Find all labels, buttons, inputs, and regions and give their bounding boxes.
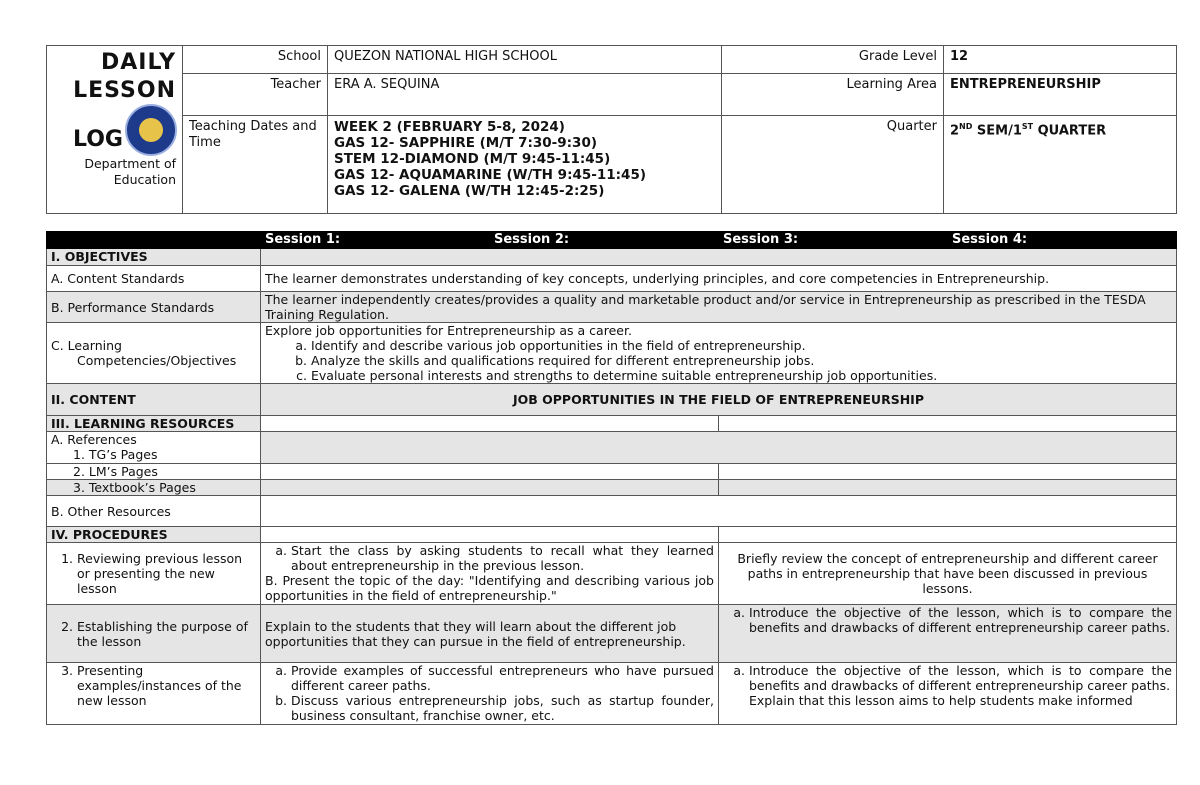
content-row [47, 384, 1177, 416]
dates-label: Teaching Dates and Time [183, 116, 328, 214]
procedure-2-list-a [723, 605, 1172, 635]
deped-seal-icon [125, 104, 177, 156]
procedure-3-list-b [723, 663, 1172, 693]
references-value [261, 432, 1177, 464]
procedure-1-left [261, 543, 719, 605]
procedure-1-list-a [265, 543, 714, 573]
grade-value: 12 [944, 46, 1177, 74]
procedure-2-label [47, 605, 261, 663]
procedure-row-2 [47, 605, 1177, 663]
performance-standards-value: The learner independently creates/provides a quality and marketable product and/or service in Entrepreneurship as prescribed in the TESDA Training Regulation. [261, 292, 1177, 323]
lesson-table [46, 231, 1177, 725]
school-value: QUEZON NATIONAL HIGH SCHOOL [328, 46, 722, 74]
procedure-1-b: B. Present the topic of the day: "Identifying and describing various job opportunities in the field of entrepreneurship." [265, 573, 714, 603]
session-2-label: Session 2: [490, 232, 719, 249]
content-value: JOB OPPORTUNITIES IN THE FIELD OF ENTREPRENEURSHIP [261, 384, 1177, 416]
quarter-part: 2 [950, 123, 960, 139]
quarter-sup: ST [1021, 122, 1034, 131]
teacher-value: ERA A. SEQUINA [328, 74, 722, 116]
list-item: b. Discuss various entrepreneurship jobs, such as startup founder, business consultant, franchise owner, etc. [291, 693, 714, 723]
resources-cell [719, 416, 1177, 432]
area-value: ENTREPRENEURSHIP [944, 74, 1177, 116]
procedure-row-3 [47, 663, 1177, 725]
tg-pages-label: 1. TG’s Pages [73, 447, 158, 462]
dates-line: STEM 12-DIAMOND (M/T 9:45-11:45) [334, 151, 611, 167]
list-item: c. Evaluate personal interests and strengths to determine suitable entrepreneurship job opportunities. [311, 368, 1172, 383]
quarter-sup: ND [959, 122, 973, 131]
section-row [47, 249, 1177, 266]
resources-row [47, 416, 1177, 432]
list-item: a. Provide examples of successful entrepreneurs who have pursued different career paths. [291, 663, 714, 693]
resources-title: III. LEARNING RESOURCES [47, 416, 261, 432]
session-1-label: Session 1: [261, 232, 490, 249]
competencies-intro: Explore job opportunities for Entrepreneurship as a career. [265, 323, 632, 338]
content-standards-value: The learner demonstrates understanding of key concepts, underlying principles, and core competencies in Entrepreneurship. [261, 266, 1177, 292]
procedure-3-label [47, 663, 261, 725]
resources-cell [261, 416, 719, 432]
references-label [47, 432, 261, 464]
section-fill [261, 249, 1177, 266]
brand-block [47, 46, 183, 214]
header-table [46, 45, 1177, 214]
lm-pages-label: 2. LM’s Pages [47, 464, 261, 480]
procedure-3-right [719, 663, 1177, 725]
competencies-value [261, 323, 1177, 384]
area-label: Learning Area [722, 74, 944, 116]
brand-lesson: LESSON [73, 78, 176, 103]
textbook-pages-cell [719, 480, 1177, 496]
list-item: b. Analyze the skills and qualifications required for different entrepreneurship jobs. [311, 353, 1172, 368]
lm-pages-row [47, 464, 1177, 480]
procedure-2-left: Explain to the students that they will learn about the different job opportunities that they can pursue in the field of entrepreneurship. [261, 605, 719, 663]
lm-pages-cell [719, 464, 1177, 480]
procedure-2-list [51, 619, 256, 649]
content-title: II. CONTENT [47, 384, 261, 416]
procedures-row [47, 527, 1177, 543]
procedure-3-left [261, 663, 719, 725]
session-3-label: Session 3: [719, 232, 948, 249]
quarter-part: QUARTER [1033, 123, 1107, 139]
lm-pages-cell [261, 464, 719, 480]
list-item: a. Introduce the objective of the lesson, which is to compare the benefits and drawbacks of different entrepreneurship career paths. [749, 605, 1172, 635]
quarter-label: Quarter [722, 116, 944, 214]
references-title: A. References [51, 432, 137, 447]
other-resources-value [261, 496, 1177, 527]
other-resources-row [47, 496, 1177, 527]
textbook-pages-cell [261, 480, 719, 496]
session-header-row [47, 232, 1177, 249]
dates-line: GAS 12- GALENA (W/TH 12:45-2:25) [334, 183, 605, 199]
competencies-label: C. Learning Competencies/Objectives [47, 323, 261, 384]
quarter-part: SEM/1 [972, 123, 1022, 139]
session-4-label: Session 4: [948, 232, 1177, 249]
references-row [47, 432, 1177, 464]
procedures-title: IV. PROCEDURES [47, 527, 261, 543]
content-standards-row [47, 266, 1177, 292]
brand-log: LOG [73, 127, 123, 152]
textbook-pages-row [47, 480, 1177, 496]
procedure-3-list-a [265, 663, 714, 723]
objectives-title: I. OBJECTIVES [47, 249, 261, 266]
grade-label: Grade Level [722, 46, 944, 74]
list-item: a. Start the class by asking students to recall what they learned about entrepreneurship in the previous lesson. [291, 543, 714, 573]
teacher-label: Teacher [183, 74, 328, 116]
other-resources-label: B. Other Resources [47, 496, 261, 527]
dates-value [328, 116, 722, 214]
dates-line: GAS 12- SAPPHIRE (M/T 7:30-9:30) [334, 135, 598, 151]
performance-standards-row [47, 292, 1177, 323]
procedure-3-right-b: Explain that this lesson aims to help students make informed [749, 693, 1133, 708]
procedure-row-1 [47, 543, 1177, 605]
list-item: a. Identify and describe various job opportunities in the field of entrepreneurship. [311, 338, 1172, 353]
list-item: 1. Reviewing previous lesson or presenting the new lesson [77, 551, 256, 596]
content-standards-label: A. Content Standards [47, 266, 261, 292]
school-label: School [183, 46, 328, 74]
procedures-cell [261, 527, 719, 543]
list-item: 2. Establishing the purpose of the lesson [77, 619, 256, 649]
session-blank [47, 232, 261, 249]
list-item: a. Introduce the objective of the lesson, which is to compare the benefits and drawbacks of different entrepreneurship career paths. [749, 663, 1172, 693]
competencies-row [47, 323, 1177, 384]
textbook-pages-label: 3. Textbook’s Pages [47, 480, 261, 496]
dates-line: WEEK 2 (FEBRUARY 5-8, 2024) [334, 119, 565, 135]
dates-line: GAS 12- AQUAMARINE (W/TH 9:45-11:45) [334, 167, 647, 183]
department-label: Department of Education [84, 156, 176, 187]
procedure-1-label [47, 543, 261, 605]
competencies-list [265, 338, 1172, 383]
list-item: 3. Presenting examples/instances of the new lesson [77, 663, 256, 708]
procedure-2-right [719, 605, 1177, 663]
performance-standards-label: B. Performance Standards [47, 292, 261, 323]
procedure-1-list [51, 551, 256, 596]
procedures-cell [719, 527, 1177, 543]
brand-daily: DAILY [101, 50, 176, 75]
procedure-3-list [51, 663, 256, 708]
quarter-value [944, 116, 1177, 214]
procedure-1-right: Briefly review the concept of entrepreneurship and different career paths in entrepreneurship that have been discussed in previous lessons. [719, 543, 1177, 605]
